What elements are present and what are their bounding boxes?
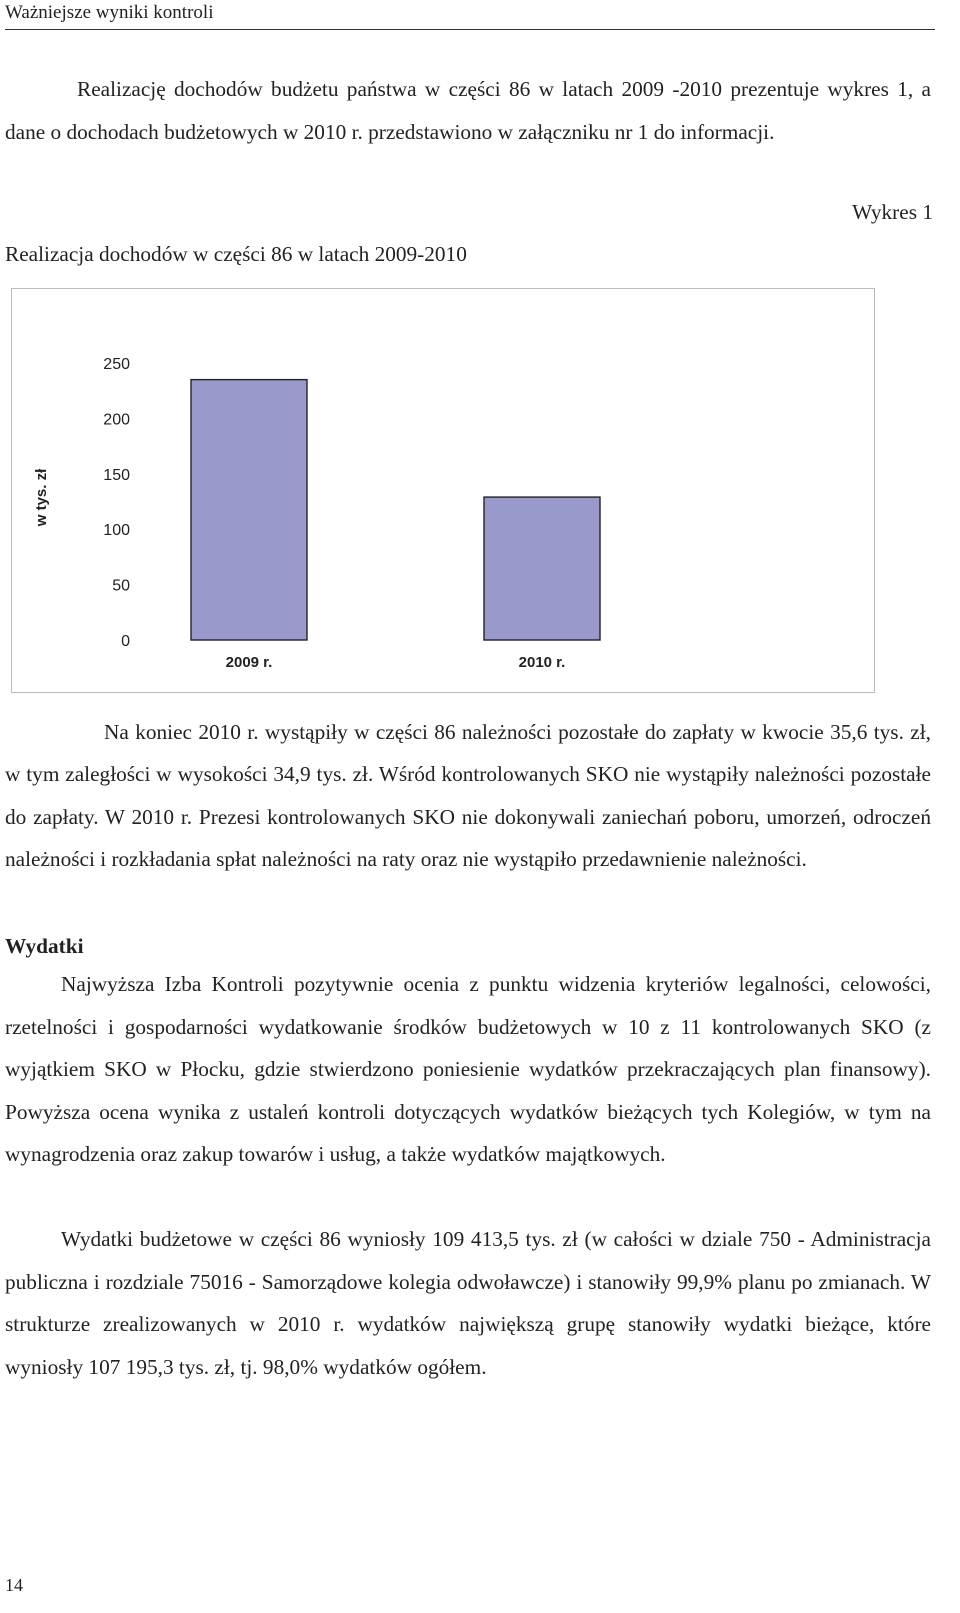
section-heading-expenditures: Wydatki — [5, 934, 84, 958]
bar-1 — [191, 380, 307, 640]
chart-number: Wykres 1 — [852, 200, 933, 224]
y-tick-label: 250 — [103, 356, 130, 373]
paragraph-assessment — [5, 963, 931, 1176]
paragraph-intro — [5, 68, 931, 154]
x-tick-label: 2009 r. — [225, 654, 273, 671]
paragraph-receivables-text: Na koniec 2010 r. wystąpiły w części 86 należności pozostałe do zapłaty w kwocie 35,6 tys. zł, w tym zaległości w wysokości 34,9 tys. zł. Wśród kontrolowanych SKO nie wystąpiły należności pozostałe do zapłaty. W 2010 r. Prezesi kontrolowanych SKO nie dokonywali zaniechań poboru, umorzeń, odroczeń należności i rozkładania spłat należności na raty oraz nie wystąpiło przedawnienie należności. — [5, 720, 931, 871]
paragraph-expenditures — [5, 1218, 931, 1388]
y-tick-label: 0 — [121, 633, 130, 650]
x-tick-label: 2010 r. — [518, 654, 566, 671]
paragraph-expenditures-text: Wydatki budżetowe w części 86 wyniosły 109 413,5 tys. zł (w całości w dziale 750 - Administracja publiczna i rozdziale 75016 - Samorządowe kolegia odwoławcze) i stanowiły 99,9% planu po zmianach. W strukturze zrealizowanych w 2010 r. wydatków największą grupę stanowiły wydatki bieżące, które wyniosły 107 195,3 tys. zł, tj. 98,0% wydatków ogółem. — [5, 1227, 931, 1379]
revenue-bar-chart — [12, 289, 874, 692]
page-number: 14 — [5, 1575, 23, 1595]
paragraph-receivables — [5, 711, 931, 880]
paragraph-assessment-text: Najwyższa Izba Kontroli pozytywnie ocenia z punktu widzenia kryteriów legalności, celowości, rzetelności i gospodarności wydatkowanie środków budżetowych w 10 z 11 kontrolowanych SKO (z wyjątkiem SKO w Płocku, gdzie stwierdzono poniesienie wydatków przekraczających plan finansowy). Powyższa ocena wynika z ustaleń kontroli dotyczących wydatków bieżących tych Kolegiów, w tym na wynagrodzenia oraz zakup towarów i usług, a także wydatków majątkowych. — [5, 972, 931, 1166]
chart-frame — [11, 288, 875, 693]
running-header: Ważniejsze wyniki kontroli — [5, 2, 935, 30]
y-tick-label: 150 — [103, 466, 130, 484]
y-tick-label: 200 — [103, 411, 130, 429]
y-tick-label: 100 — [103, 522, 130, 540]
chart-title: Realizacja dochodów w części 86 w latach 2009-2010 — [5, 242, 467, 266]
y-axis-label: w tys. zł — [33, 468, 50, 527]
paragraph-intro-text: Realizację dochodów budżetu państwa w części 86 w latach 2009 -2010 prezentuje wykres 1, a dane o dochodach budżetowych w 2010 r. przedstawiono w załączniku nr 1 do informacji. — [5, 77, 931, 144]
bar-2 — [484, 497, 600, 640]
y-tick-label: 50 — [112, 577, 130, 595]
